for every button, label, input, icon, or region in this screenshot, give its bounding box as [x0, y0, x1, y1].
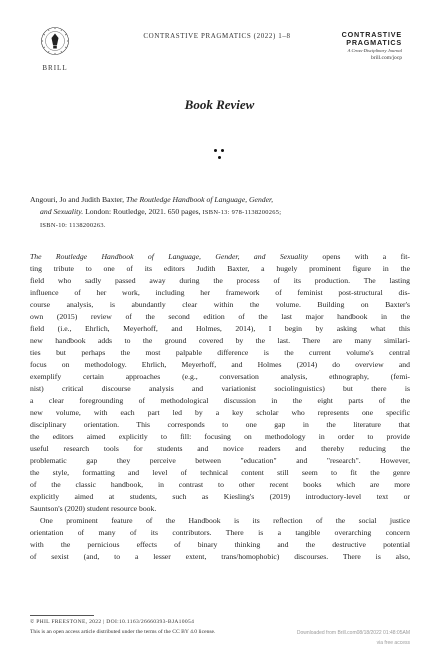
- journal-url-link[interactable]: brill.com/jocp: [370, 55, 402, 61]
- body-line: field (i.e., Ehrlich, Meyerhoff, and Holmes, 2014), I begin by asking what this: [30, 324, 410, 333]
- body-line: new volume, with each part led by a key scholar who represents one specific: [30, 408, 410, 417]
- section-title: Book Review: [184, 97, 255, 112]
- brill-logo: [40, 26, 70, 56]
- journal-name-line-2: PRAGMATICS: [346, 38, 402, 47]
- body-line: problematic gap they perceive between "education" and "research". However,: [30, 456, 410, 465]
- body-line: the editors aimed explicitly to fill: focusing on methodology in order to provide: [30, 432, 410, 441]
- page-header: [0, 0, 439, 80]
- body-line: own (2015) review of the second edition of the last major handbook in the: [30, 312, 410, 321]
- citation-book-title: The Routledge Handbook of Language, Gender,: [126, 195, 274, 204]
- book-citation: [30, 194, 410, 232]
- citation-isbn13: ISBN-13: 978-1138200265;: [202, 209, 282, 216]
- body-line: new handbook adds to the ground covered by the last. There are many similari-: [30, 336, 410, 345]
- journal-block: [320, 31, 402, 62]
- body-line: the style, formatting and level of technical content still seem to fit the genre: [30, 468, 410, 477]
- citation-authors: Angouri, Jo and Judith Baxter,: [30, 195, 125, 204]
- body-line: focus on methodology. Ehrlich, Meyerhoff, and Holmes (2014) do overview and: [30, 360, 410, 369]
- citation-line-1: [30, 194, 410, 206]
- citation-book-title-cont: and Sexuality.: [40, 207, 84, 216]
- body-line: explicitly aimed at students, such as Kiesling's (2019) introductory-level text or: [30, 492, 410, 501]
- copyright-doi-line: © PHIL FREESTONE, 2022 | DOI:10.1163/26660393-BJA10054: [30, 619, 195, 625]
- body-line: influence of her work, including her framework of feminist post-structural dis-: [30, 288, 410, 297]
- open-access-notice: This is an open access article distributed under the terms of the CC BY 4.0 license.: [30, 629, 216, 635]
- brill-seal-icon: [40, 26, 70, 56]
- body-line: Sauntson's (2020) student resource book.: [30, 504, 157, 513]
- citation-publisher: London: Routledge, 2021. 650 pages,: [85, 207, 201, 216]
- body-line: exemplify certain approaches (e.g., conversation analysis, ethnography, (femi-: [30, 372, 410, 381]
- body-line: with the pernicious effects of binary thinking and the destructive potential: [30, 540, 410, 549]
- journal-name-line-1: CONTRASTIVE: [341, 30, 402, 39]
- body-line: a clear foregrounding of methodological discussion in the eight parts of the: [30, 396, 410, 405]
- body-line: disciplinary orientation. This corresponds to one gap in the literature that: [30, 420, 410, 429]
- running-head: CONTRASTIVE PRAGMATICS (2022) 1–8: [143, 32, 291, 40]
- journal-subtitle: A Cross-Disciplinary Journal: [347, 48, 402, 53]
- citation-isbn10: ISBN-10: 1138200263.: [40, 222, 106, 229]
- publisher-name: BRILL: [42, 64, 68, 72]
- body-line: of the classic handbook, in contrast to other recent books which are more: [30, 480, 410, 489]
- body-line: field who sadly passed away during the process of its production. The lasting: [30, 276, 410, 285]
- paragraph-2: [30, 515, 410, 563]
- section-ornament-icon: [212, 149, 226, 161]
- body-line: course analysis, is abundantly clear within the volume. Building on Baxter's: [30, 300, 410, 309]
- citation-line-2: [30, 206, 410, 219]
- body-line: ting tribute to one of its editors Judith Baxter, a hugely prominent figure in the: [30, 264, 410, 273]
- body-line: ties but perhaps the most palpable difference is the current volume's central: [30, 348, 410, 357]
- download-stamp: Downloaded from Brill.com08/18/2022 01:48:05AM: [296, 630, 410, 636]
- body-line: orientation of many of its contributors. There is a tangible overarching concern: [30, 528, 410, 537]
- body-line: useful research tools for students and novice readers and thereby reducing the: [30, 444, 410, 453]
- body-line: The Routledge Handbook of Language, Gender, and Sexuality opens with a fit-: [30, 252, 410, 261]
- body-line: One prominent feature of the Handbook is its reflection of the social justice: [40, 516, 410, 525]
- body-line: nist) critical discourse analysis and variationist sociolinguistics) but there is: [30, 384, 410, 393]
- paragraph-1: [30, 251, 410, 515]
- download-access-note: via free access: [376, 640, 410, 646]
- review-body: [30, 251, 410, 563]
- footer-rule: [30, 615, 94, 616]
- reviewed-book-title: The Routledge Handbook of Language, Gender, and Sexuality: [30, 252, 308, 261]
- page-footer: [0, 615, 439, 666]
- citation-line-3: [30, 219, 410, 232]
- body-line: of sexist (and, to a lesser extent, trans/homophobic) discourses. There is also,: [30, 552, 410, 561]
